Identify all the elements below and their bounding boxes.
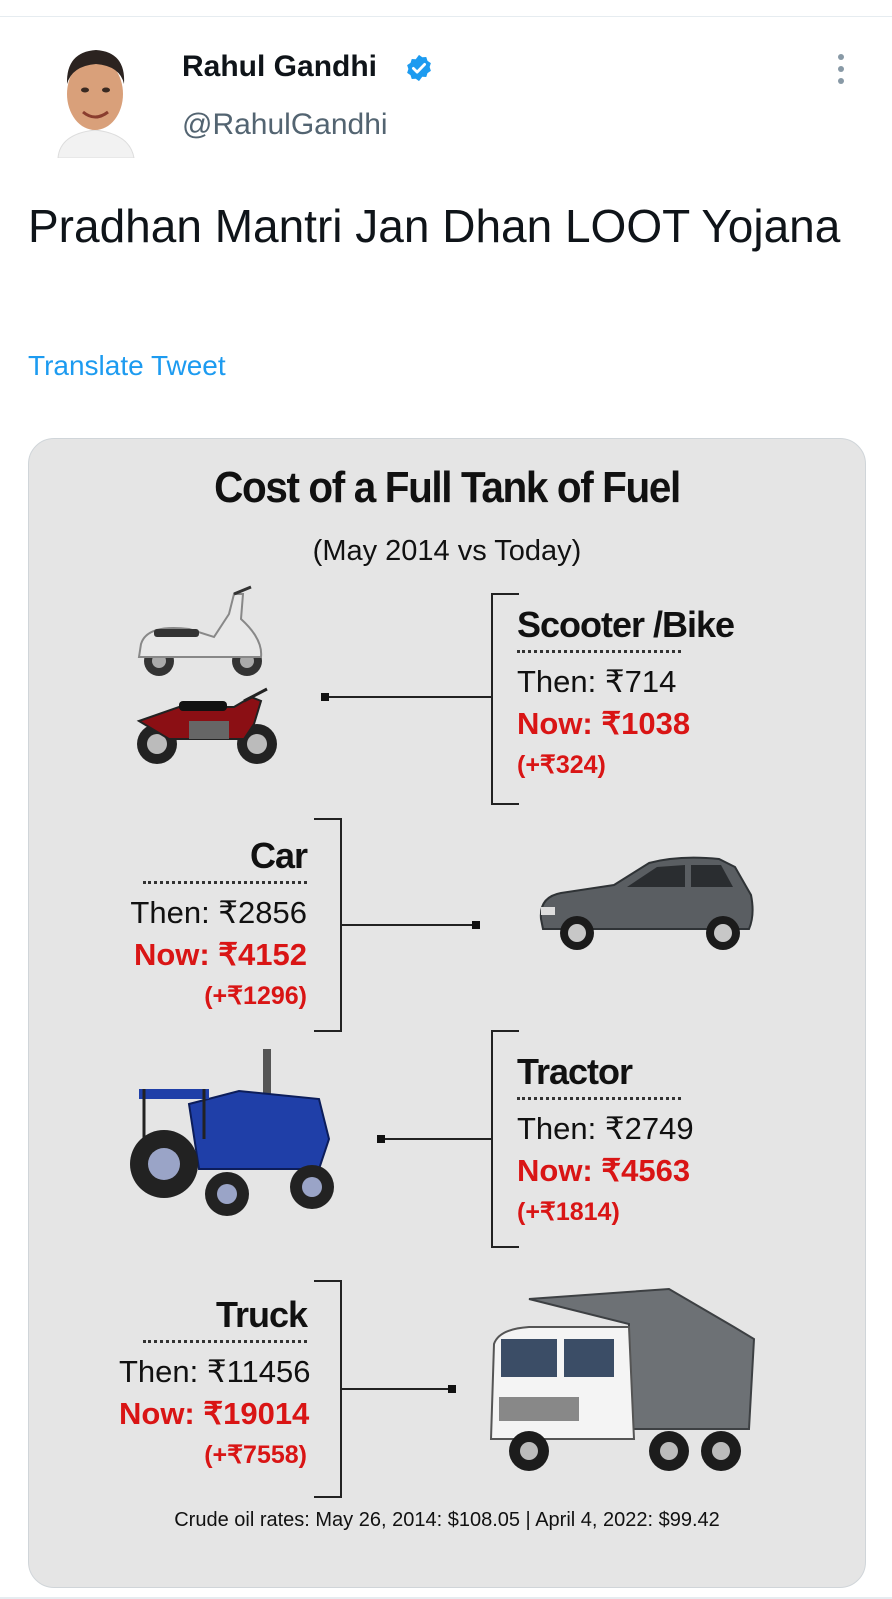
author-handle[interactable]: @RahulGandhi <box>182 108 388 141</box>
then-price: Then: ₹11456 <box>119 1354 311 1389</box>
then-price: Then: ₹714 <box>517 664 677 699</box>
verified-badge-icon <box>404 53 434 83</box>
scooter-image <box>139 587 262 676</box>
tweet-text: Pradhan Mantri Jan Dhan LOOT Yojana <box>28 200 841 252</box>
infographic-subtitle: (May 2014 vs Today) <box>312 535 582 567</box>
top-divider <box>0 16 892 17</box>
infographic-title: Cost of a Full Tank of Fuel <box>214 463 680 512</box>
price-increase: (+₹1814) <box>517 1198 620 1226</box>
now-price: Now: ₹1038 <box>517 706 691 741</box>
vehicle-name: Scooter /Bike <box>517 604 735 645</box>
tweet-media-image[interactable] <box>28 438 866 1588</box>
price-increase: (+₹1296) <box>204 982 307 1010</box>
tractor-image <box>130 1049 334 1216</box>
then-price: Then: ₹2749 <box>517 1111 694 1146</box>
motorbike-image <box>137 689 277 764</box>
dotted-divider <box>143 1340 307 1343</box>
avatar-photo-icon <box>50 38 140 158</box>
vehicle-car <box>129 835 307 1016</box>
price-increase: (+₹324) <box>517 751 606 779</box>
vehicle-tractor <box>517 1051 694 1232</box>
vehicle-scooter-bike <box>517 604 734 785</box>
now-price: Now: ₹4563 <box>517 1153 691 1188</box>
now-price: Now: ₹19014 <box>119 1396 310 1431</box>
then-price: Then: ₹2856 <box>130 895 307 930</box>
car-image <box>541 858 753 950</box>
price-increase: (+₹7558) <box>204 1441 307 1469</box>
vehicle-name: Car <box>249 835 307 876</box>
dotted-divider <box>517 1097 681 1100</box>
more-options-icon[interactable] <box>835 54 847 88</box>
now-price: Now: ₹4152 <box>133 937 307 972</box>
vehicle-name: Truck <box>215 1294 307 1335</box>
crude-oil-footnote: Crude oil rates: May 26, 2014: $108.05 | April 4, 2022: $99.42 <box>174 1509 720 1531</box>
author-name[interactable]: Rahul Gandhi <box>182 50 377 83</box>
translate-tweet-link[interactable]: Translate Tweet <box>28 350 226 381</box>
vehicle-truck <box>119 1294 311 1475</box>
dotted-divider <box>517 650 681 653</box>
truck-image <box>491 1289 754 1471</box>
dotted-divider <box>143 881 307 884</box>
vehicle-name: Tractor <box>517 1051 633 1092</box>
author-avatar[interactable] <box>50 38 140 158</box>
